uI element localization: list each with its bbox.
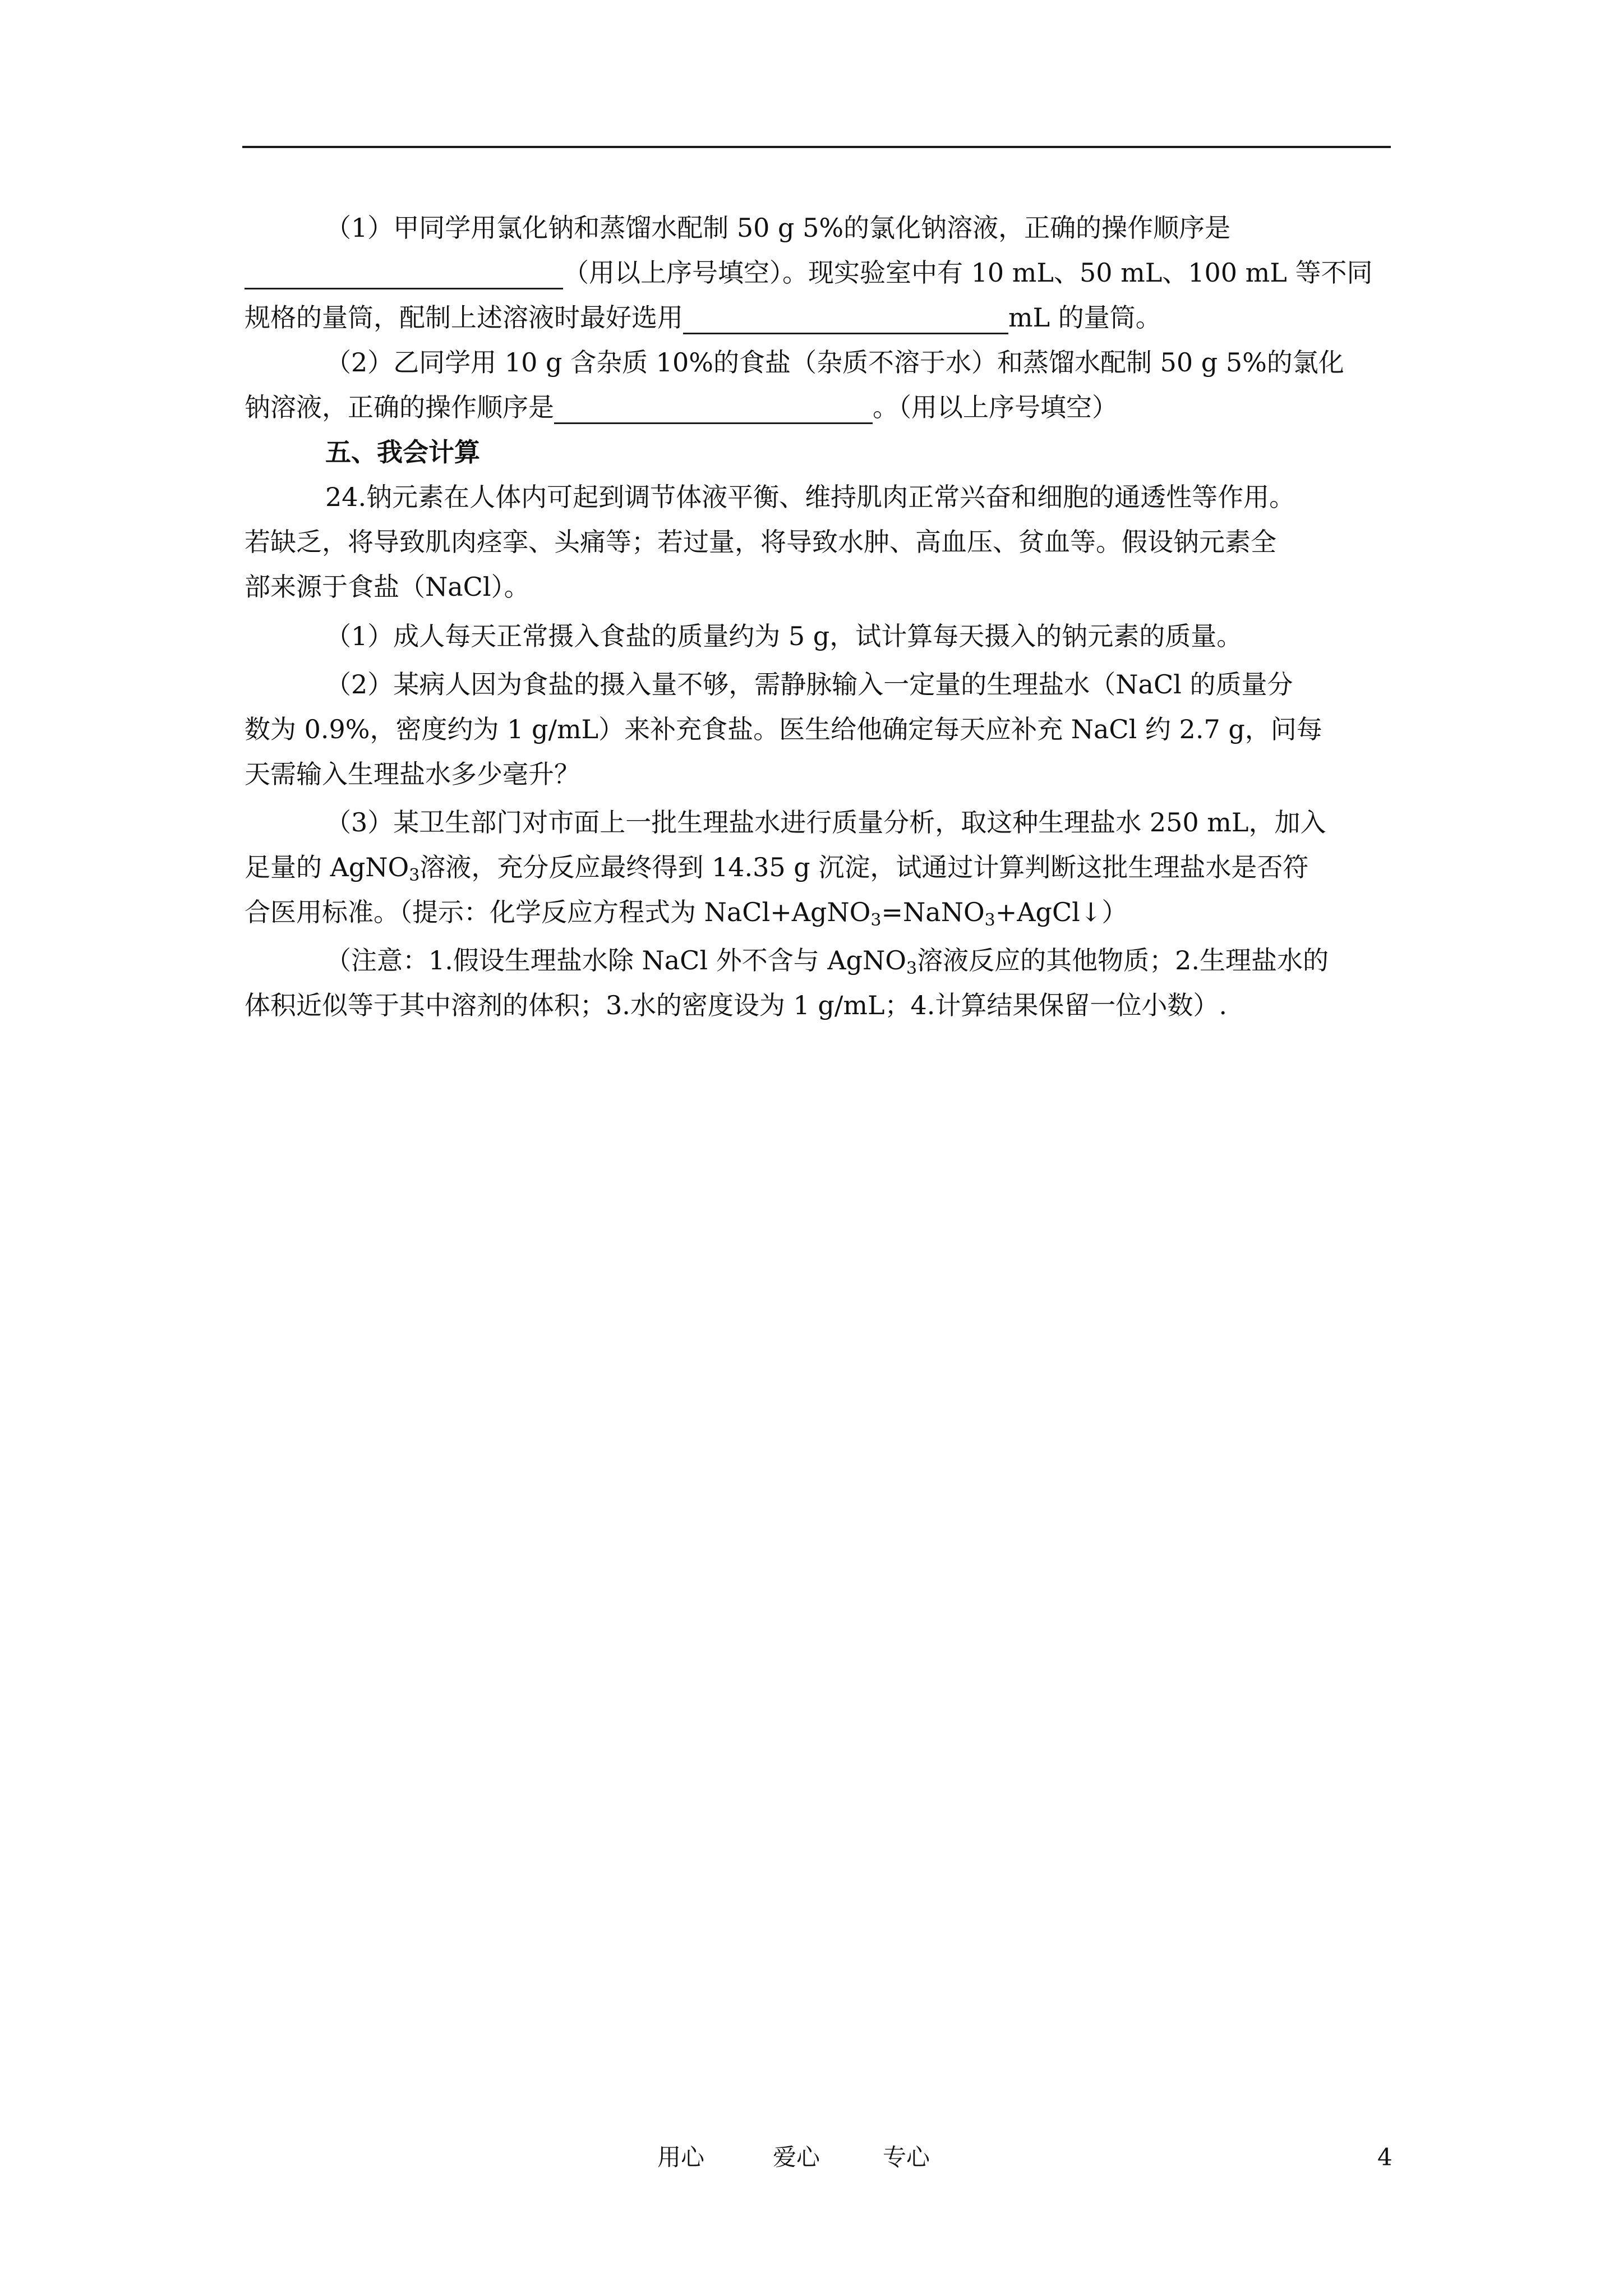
answer-blank-3[interactable]: [554, 395, 873, 424]
p1-line3-text-b: mL 的量筒。: [1008, 302, 1161, 333]
q24-part2-line3: 天需输入生理盐水多少毫升？: [245, 759, 580, 789]
p2-line2: [245, 390, 1118, 424]
note-line1-a: （注意：1.假设生理盐水除 NaCl 外不含与 AgNO: [325, 945, 906, 976]
q24-line3: 部来源于食盐（NaCl）。: [245, 572, 530, 602]
q24-part3-line1: （3）某卫生部门对市面上一批生理盐水进行质量分析，取这种生理盐水 250 mL，加入: [325, 807, 1326, 838]
footer-word-3: 专心: [883, 2143, 930, 2171]
header-rule: [242, 146, 1391, 148]
q24-part3-line2-a: 足量的 AgNO: [245, 852, 409, 882]
p1-line2: [245, 256, 1372, 289]
p1-line1: （1）甲同学用氯化钠和蒸馏水配制 50 g 5%的氯化钠溶液，正确的操作顺序是: [325, 213, 1231, 243]
q24-part2-line1: （2）某病人因为食盐的摄入量不够，需静脉输入一定量的生理盐水（NaCl 的质量分: [325, 669, 1293, 700]
p1-line3-text-a: 规格的量筒，配制上述溶液时最好选用: [245, 302, 683, 333]
note-line1: [325, 944, 1329, 977]
subscript-3: 3: [870, 910, 882, 930]
q24-part3-line2-b: 溶液，充分反应最终得到 14.35 g 沉淀，试通过计算判断这批生理盐水是否符: [419, 852, 1309, 882]
section-title: 五、我会计算: [325, 437, 480, 467]
q24-line2: 若缺乏，将导致肌肉痉挛、头痛等；若过量，将导致水肿、高血压、贫血等。假设钠元素全: [245, 527, 1276, 557]
p2-line1: （2）乙同学用 10 g 含杂质 10%的食盐（杂质不溶于水）和蒸馏水配制 50 g 5%的氯化: [325, 347, 1344, 378]
note-line1-b: 溶液反应的其他物质；2.生理盐水的: [917, 945, 1329, 976]
footer-word-2: 爱心: [773, 2143, 820, 2171]
footer-word-1: 用心: [657, 2143, 705, 2171]
subscript-3: 3: [409, 866, 420, 885]
p2-line2-text-a: 钠溶液，正确的操作顺序是: [245, 392, 554, 422]
q24-part2-line2: 数为 0.9%，密度约为 1 g/mL）来补充食盐。医生给他确定每天应补充 NaCl 约 2.7 g，问每: [245, 714, 1322, 744]
answer-blank-2[interactable]: [683, 306, 1008, 334]
note-line2: 体积近似等于其中溶剂的体积；3.水的密度设为 1 g/mL；4.计算结果保留一位小数）.: [245, 990, 1228, 1020]
q24-part3-line3: [245, 895, 1127, 929]
q24-part1: （1）成人每天正常摄入食盐的质量约为 5 g，试计算每天摄入的钠元素的质量。: [325, 621, 1243, 651]
q24-part3-line2: [245, 850, 1308, 884]
subscript-3: 3: [984, 910, 995, 930]
p2-line2-text-b: 。（用以上序号填空）: [873, 392, 1118, 422]
p1-line3: [245, 301, 1161, 334]
q24-part3-line3-a: 合医用标准。（提示：化学反应方程式为 NaCl+AgNO: [245, 897, 871, 927]
subscript-3: 3: [906, 959, 917, 978]
q24-line1: 24.钠元素在人体内可起到调节体液平衡、维持肌肉正常兴奋和细胞的通透性等作用。: [325, 482, 1295, 512]
q24-part3-line3-b: =NaNO: [881, 897, 985, 927]
answer-blank-1[interactable]: [245, 261, 563, 289]
page-number: 4: [1377, 2143, 1393, 2171]
q24-part3-line3-c: +AgCl↓）: [995, 897, 1128, 927]
p1-line2-text: （用以上序号填空）。现实验室中有 10 mL、50 mL、100 mL 等不同: [563, 257, 1373, 288]
